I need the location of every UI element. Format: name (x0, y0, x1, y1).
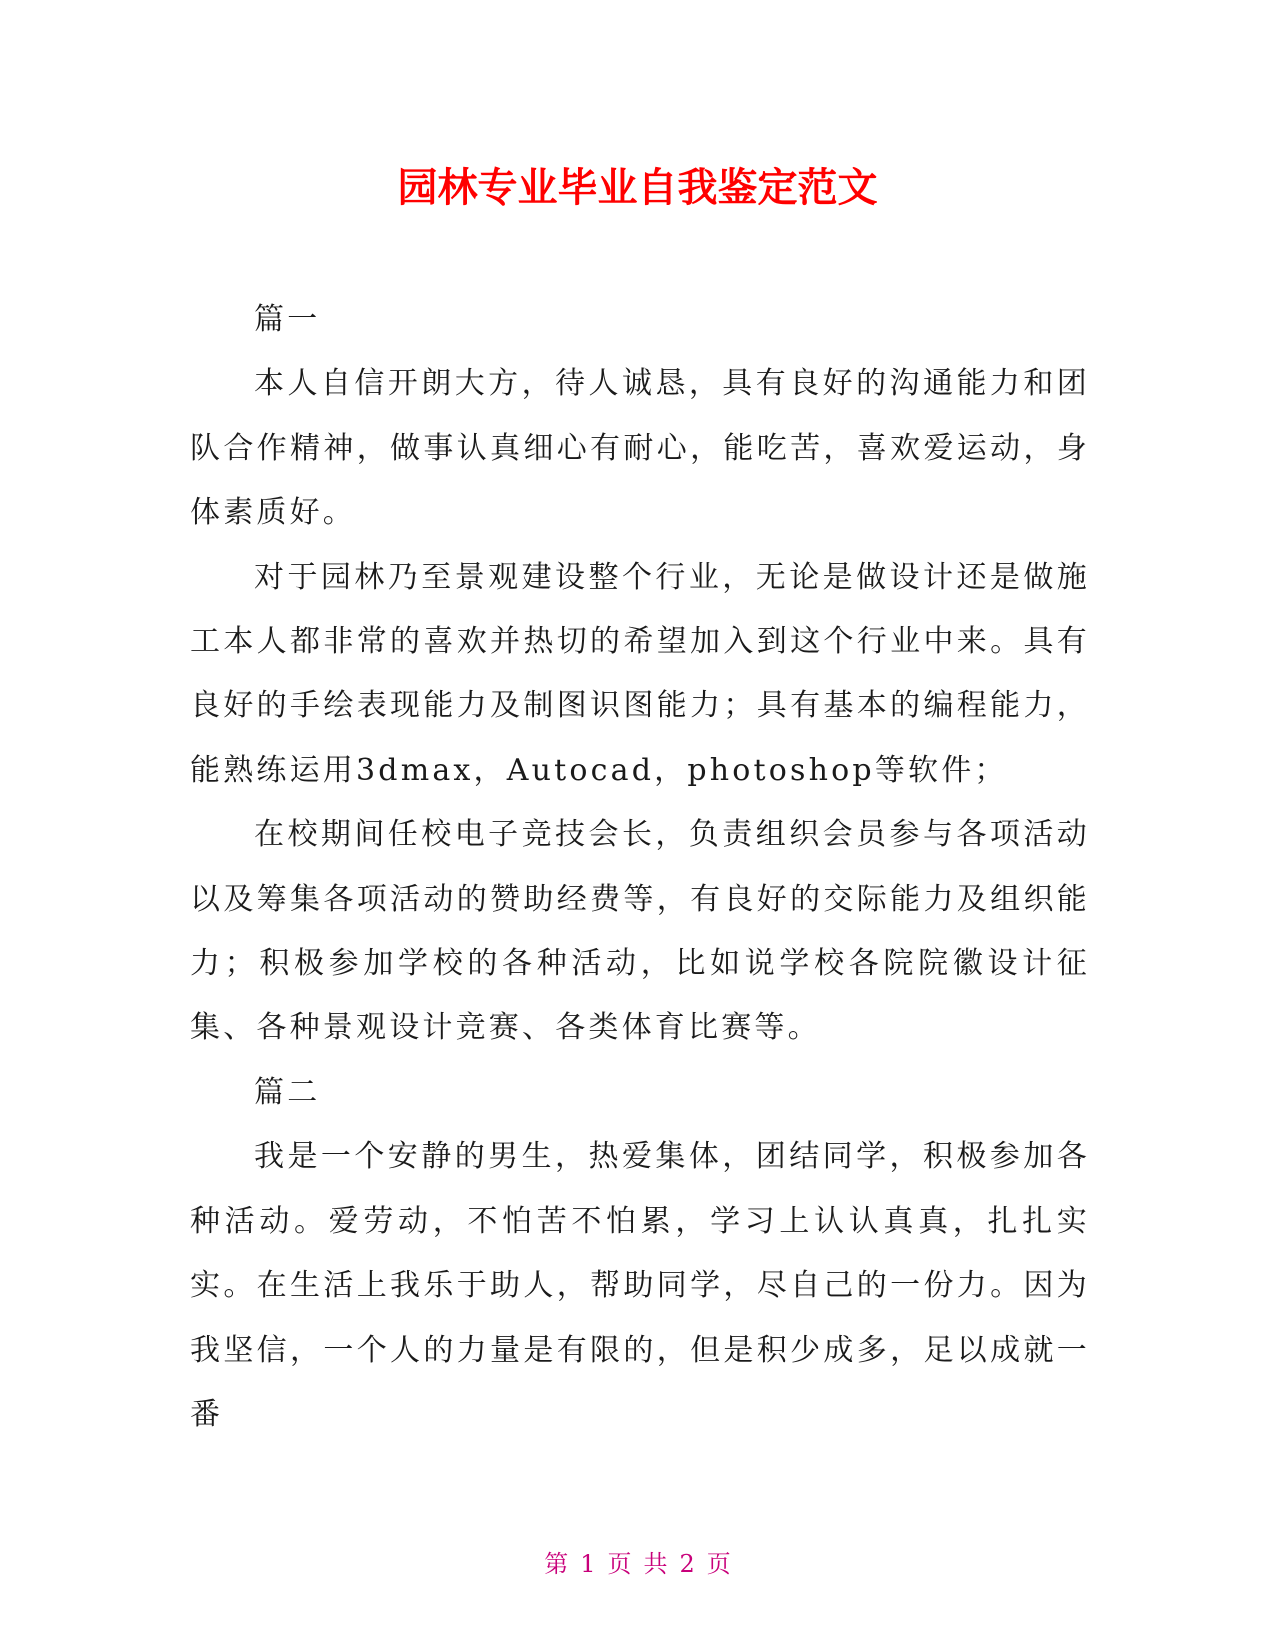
footer-total-suffix: 页 (706, 1550, 731, 1578)
paragraph-1: 本人自信开朗大方，待人诚恳，具有良好的沟通能力和团队合作精神，做事认真细心有耐心，能吃苦，喜欢爱运动，身体素质好。 (190, 366, 1090, 531)
page-footer (0, 1548, 1275, 1580)
footer-page-prefix: 第 (544, 1550, 569, 1578)
section-heading-2: 篇二 (254, 1074, 321, 1110)
paragraph-2: 对于园林乃至景观建设整个行业，无论是做设计还是做施工本人都非常的喜欢并热切的希望加入到这个行业中来。具有良好的手绘表现能力及制图识图能力；具有基本的编程能力，能熟练运用3dmax，Autocad，photoshop等软件； (190, 559, 1090, 788)
footer-current-page: 1 (580, 1550, 596, 1578)
section-heading-1: 篇一 (254, 302, 321, 337)
paragraph-3: 在校期间任校电子竞技会长，负责组织会员参与各项活动以及筹集各项活动的赞助经费等，有良好的交际能力及组织能力；积极参加学校的各种活动，比如说学校各院院徽设计征集、各种景观设计竞赛、各类体育比赛等。 (190, 817, 1090, 1046)
footer-page-word: 页 (607, 1550, 632, 1578)
document-title: 园林专业毕业自我鉴定范文 (397, 165, 878, 211)
document-body (190, 288, 1090, 1447)
footer-total-prefix: 共 (643, 1550, 668, 1578)
paragraph-4: 我是一个安静的男生，热爱集体，团结同学，积极参加各种活动。爱劳动，不怕苦不怕累，学习上认认真真，扎扎实实。在生活上我乐于助人，帮助同学，尽自己的一份力。因为我坚信，一个人的力量是有限的，但是积少成多，足以成就一番 (190, 1139, 1090, 1432)
footer-total-pages: 2 (679, 1550, 695, 1578)
